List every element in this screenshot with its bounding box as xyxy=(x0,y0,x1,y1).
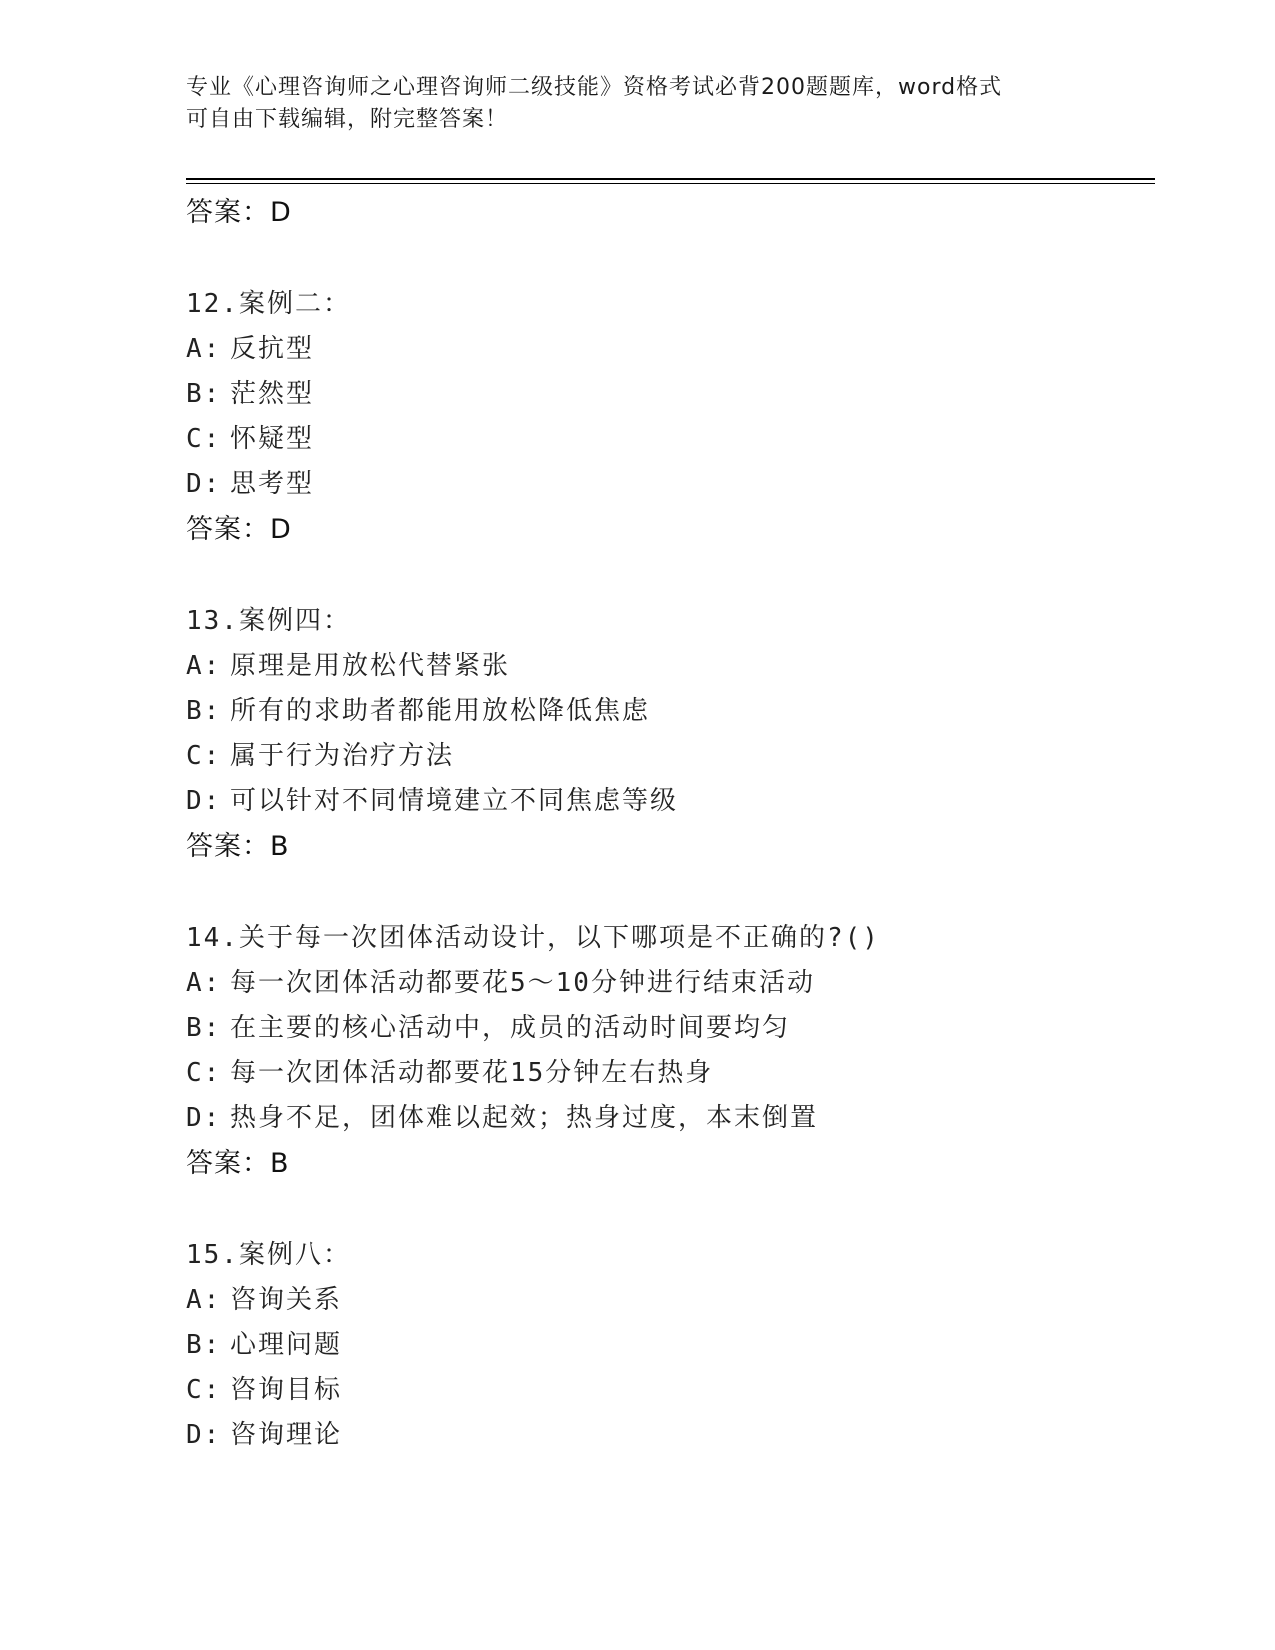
option-text: 属于行为治疗方法 xyxy=(230,741,455,771)
option-text: 心理问题 xyxy=(230,1330,343,1360)
option-key: B: xyxy=(186,1013,222,1043)
option-key: D: xyxy=(186,469,222,499)
answer-line: 答案：B xyxy=(186,831,290,862)
question-block xyxy=(186,282,1146,552)
option-line xyxy=(186,734,1146,779)
option-text: 反抗型 xyxy=(230,334,315,364)
option-key: B: xyxy=(186,696,222,726)
option-key: C: xyxy=(186,1375,222,1405)
option-line xyxy=(186,1368,1146,1413)
question-block xyxy=(186,916,1146,1186)
option-text: 咨询目标 xyxy=(230,1375,343,1405)
option-line xyxy=(186,1006,1146,1051)
option-text: 在主要的核心活动中，成员的活动时间要均匀 xyxy=(230,1013,791,1043)
option-line xyxy=(186,462,1146,507)
option-text: 每一次团体活动都要花15分钟左右热身 xyxy=(230,1058,714,1088)
question-title: 13.案例四： xyxy=(186,606,351,636)
option-key: A: xyxy=(186,968,222,998)
document-header xyxy=(186,72,1066,136)
option-line xyxy=(186,1096,1146,1141)
option-line xyxy=(186,417,1146,462)
option-line xyxy=(186,1323,1146,1368)
option-key: A: xyxy=(186,651,222,681)
option-line xyxy=(186,372,1146,417)
spacer xyxy=(186,1186,1146,1233)
option-text: 怀疑型 xyxy=(230,424,315,454)
question-title: 15.案例八： xyxy=(186,1240,351,1270)
option-line xyxy=(186,779,1146,824)
option-key: C: xyxy=(186,424,222,454)
option-line xyxy=(186,1278,1146,1323)
option-text: 茫然型 xyxy=(230,379,315,409)
header-rule-thick xyxy=(186,178,1155,180)
option-line xyxy=(186,961,1146,1006)
option-key: D: xyxy=(186,1103,222,1133)
answer-line: 答案：D xyxy=(186,197,292,228)
question-title: 14.关于每一次团体活动设计，以下哪项是不正确的?() xyxy=(186,923,880,953)
option-line xyxy=(186,1413,1146,1458)
option-text: 可以针对不同情境建立不同焦虑等级 xyxy=(230,786,679,816)
option-key: D: xyxy=(186,786,222,816)
option-text: 咨询理论 xyxy=(230,1420,343,1450)
option-key: B: xyxy=(186,1330,222,1360)
option-text: 思考型 xyxy=(230,469,315,499)
header-rule-thin xyxy=(186,183,1155,184)
header-line-2: 可自由下载编辑，附完整答案！ xyxy=(186,107,509,132)
option-key: C: xyxy=(186,741,222,771)
document-content xyxy=(186,190,1146,1458)
question-title: 12.案例二： xyxy=(186,289,351,319)
option-line xyxy=(186,1051,1146,1096)
question-block xyxy=(186,599,1146,869)
option-line xyxy=(186,644,1146,689)
spacer xyxy=(186,869,1146,916)
option-key: D: xyxy=(186,1420,222,1450)
option-text: 原理是用放松代替紧张 xyxy=(230,651,511,681)
option-text: 咨询关系 xyxy=(230,1285,343,1315)
option-key: A: xyxy=(186,1285,222,1315)
header-line-1: 专业《心理咨询师之心理咨询师二级技能》资格考试必背200题题库，word格式 xyxy=(186,75,1003,100)
question-block xyxy=(186,1233,1146,1458)
option-line xyxy=(186,689,1146,734)
option-key: B: xyxy=(186,379,222,409)
spacer xyxy=(186,235,1146,282)
option-key: C: xyxy=(186,1058,222,1088)
option-text: 所有的求助者都能用放松降低焦虑 xyxy=(230,696,651,726)
answer-line: 答案：D xyxy=(186,514,292,545)
option-line xyxy=(186,327,1146,372)
option-text: 热身不足，团体难以起效；热身过度，本末倒置 xyxy=(230,1103,819,1133)
option-text: 每一次团体活动都要花5～10分钟进行结束活动 xyxy=(230,968,815,998)
answer-line: 答案：B xyxy=(186,1148,290,1179)
spacer xyxy=(186,552,1146,599)
option-key: A: xyxy=(186,334,222,364)
